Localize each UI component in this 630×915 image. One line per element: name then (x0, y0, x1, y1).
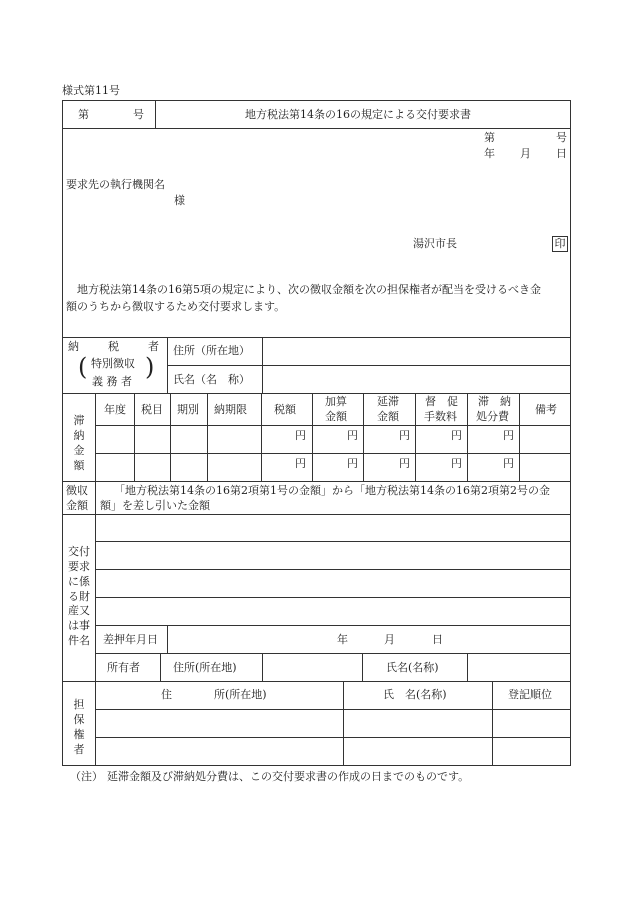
taxpayer-label-1: 納 (68, 340, 79, 353)
seizure-hi: 日 (432, 633, 443, 646)
yen-mark: 円 (295, 457, 306, 470)
col-disposal-1: 滞 納 (478, 395, 511, 408)
yen-mark: 円 (503, 457, 514, 470)
yen-mark: 円 (295, 429, 306, 442)
col-year: 年度 (104, 403, 126, 416)
seal-mark: 印 (552, 236, 568, 252)
collection-text-2: 額」を差し引いた金額 (100, 499, 210, 512)
collection-text-1: 「地方税法第14条の16第2項第1号の金額」から「地方税法第14条の16第2項第2号の金 (114, 484, 550, 497)
col-additional-1: 加算 (325, 395, 347, 408)
col-tax-amount: 税額 (274, 403, 296, 416)
note-text: 延滞金額及び滞納処分費は、この交付要求書の作成の日までのものです。 (107, 770, 470, 783)
yen-mark: 円 (347, 457, 358, 470)
col-additional-2: 金額 (325, 410, 347, 423)
owner-address-label: 住所(所在地) (173, 661, 237, 674)
owner-label: 所有者 (107, 661, 140, 674)
arrears-side-label: 滞納金額 (73, 414, 85, 472)
special-collector-2: 義 務 者 (92, 375, 132, 388)
yen-mark: 円 (347, 429, 358, 442)
yen-mark: 円 (399, 429, 410, 442)
mortgagee-address-label-2: 所(所在地) (214, 688, 267, 701)
note-prefix: （注） (70, 770, 103, 783)
seizure-tsuki: 月 (384, 633, 395, 646)
bracket-left: ( (78, 353, 88, 381)
recipient-label: 要求先の執行機関名 (66, 178, 165, 191)
number-go: 号 (133, 108, 144, 121)
number-dai: 第 (78, 108, 89, 121)
yen-mark: 円 (451, 457, 462, 470)
col-delinquent-2: 金額 (377, 410, 399, 423)
form-label: 様式第11号 (62, 84, 120, 97)
yen-mark: 円 (399, 457, 410, 470)
taxpayer-address-label: 住所（所在地） (173, 344, 250, 357)
seizure-nen: 年 (337, 633, 348, 646)
col-remarks: 備考 (535, 403, 557, 416)
bracket-right: ) (145, 353, 155, 381)
seizure-date-label: 差押年月日 (103, 633, 158, 646)
owner-name-label: 氏名(名称) (386, 661, 439, 674)
special-collector-1: 特別徴収 (91, 357, 135, 370)
doc-go: 号 (556, 131, 567, 144)
collection-side-2: 金額 (66, 499, 88, 512)
form-title: 地方税法第14条の16の規定による交付要求書 (245, 108, 471, 121)
col-reminder-1: 督 促 (425, 395, 458, 408)
col-reminder-2: 手数料 (424, 410, 457, 423)
recipient-sama: 様 (174, 194, 185, 207)
doc-nen: 年 (484, 147, 495, 160)
mortgagee-side-label: 担保権者 (73, 698, 85, 756)
col-delinquent-1: 延滞 (377, 395, 399, 408)
body-line-2: 額のうちから徴収するため交付要求します。 (66, 300, 286, 313)
mortgagee-address-label-1: 住 (161, 688, 172, 701)
yen-mark: 円 (451, 429, 462, 442)
doc-tsuki: 月 (520, 147, 531, 160)
col-disposal-2: 処分費 (476, 410, 509, 423)
taxpayer-label-2: 税 (108, 340, 119, 353)
doc-dai: 第 (484, 131, 495, 144)
doc-hi: 日 (556, 147, 567, 160)
col-due-date: 納期限 (214, 403, 247, 416)
col-period: 期別 (177, 403, 199, 416)
taxpayer-name-label: 氏名（名 称） (173, 373, 250, 386)
taxpayer-label-3: 者 (148, 340, 159, 353)
yen-mark: 円 (503, 429, 514, 442)
body-line-1: 地方税法第14条の16第5項の規定により、次の徴収金額を次の担保権者が配当を受けるべき金 (77, 283, 541, 296)
col-tax-item: 税目 (141, 403, 163, 416)
registration-rank-label: 登記順位 (508, 688, 552, 701)
property-side-label: 交付要求に係る財産又は事件名 (68, 545, 90, 648)
collection-side-1: 徴収 (66, 484, 88, 497)
issuer-name: 湯沢市長 (413, 237, 457, 250)
mortgagee-name-label: 氏 名(名称) (383, 688, 447, 701)
